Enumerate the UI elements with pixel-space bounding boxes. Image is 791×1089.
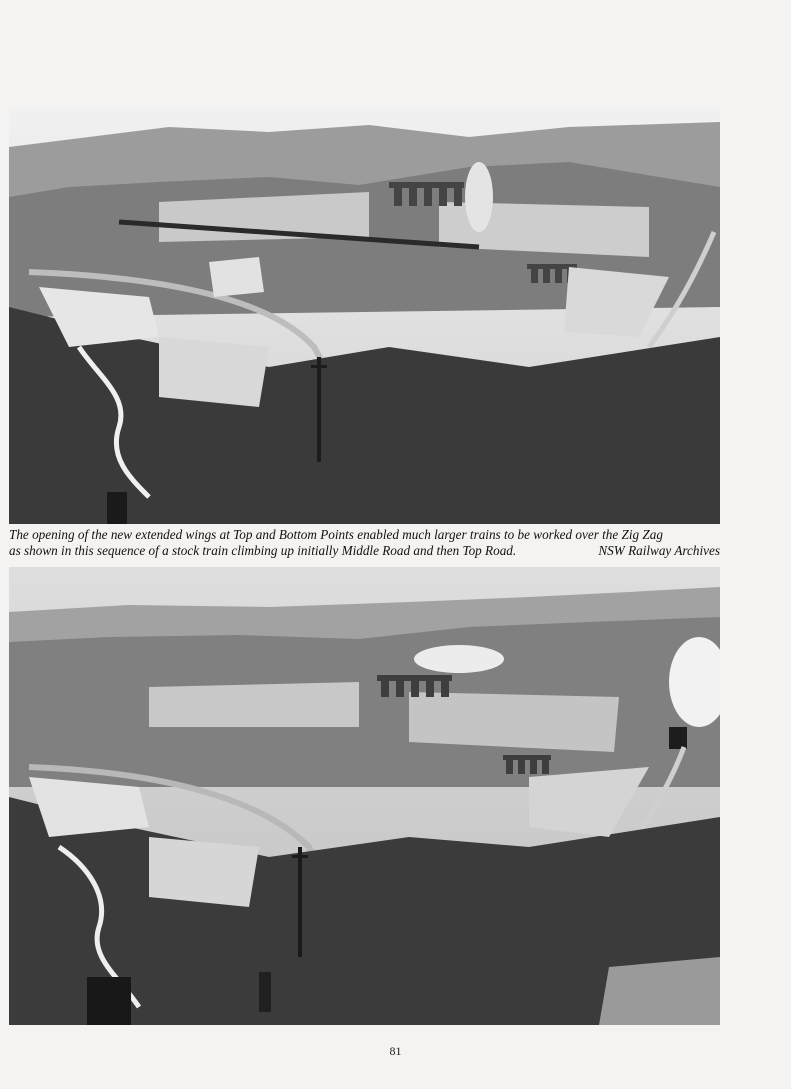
caption-line-1: The opening of the new extended wings at Top and Bottom Points enabled much larger trains to be worked over the Zig Zag xyxy=(9,527,663,542)
photo-top-image xyxy=(9,107,720,524)
photo-credit: NSW Railway Archives xyxy=(598,543,720,558)
photo-zig-zag-middle-road xyxy=(9,107,720,524)
photo-caption xyxy=(9,527,720,559)
photo-bottom-image xyxy=(9,567,720,1025)
caption-line-2 xyxy=(9,543,720,559)
caption-line-2-text: as shown in this sequence of a stock train climbing up initially Middle Road and then Top Road. xyxy=(9,543,517,558)
photo-zig-zag-top-road xyxy=(9,567,720,1025)
page-number: 81 xyxy=(389,1044,402,1058)
